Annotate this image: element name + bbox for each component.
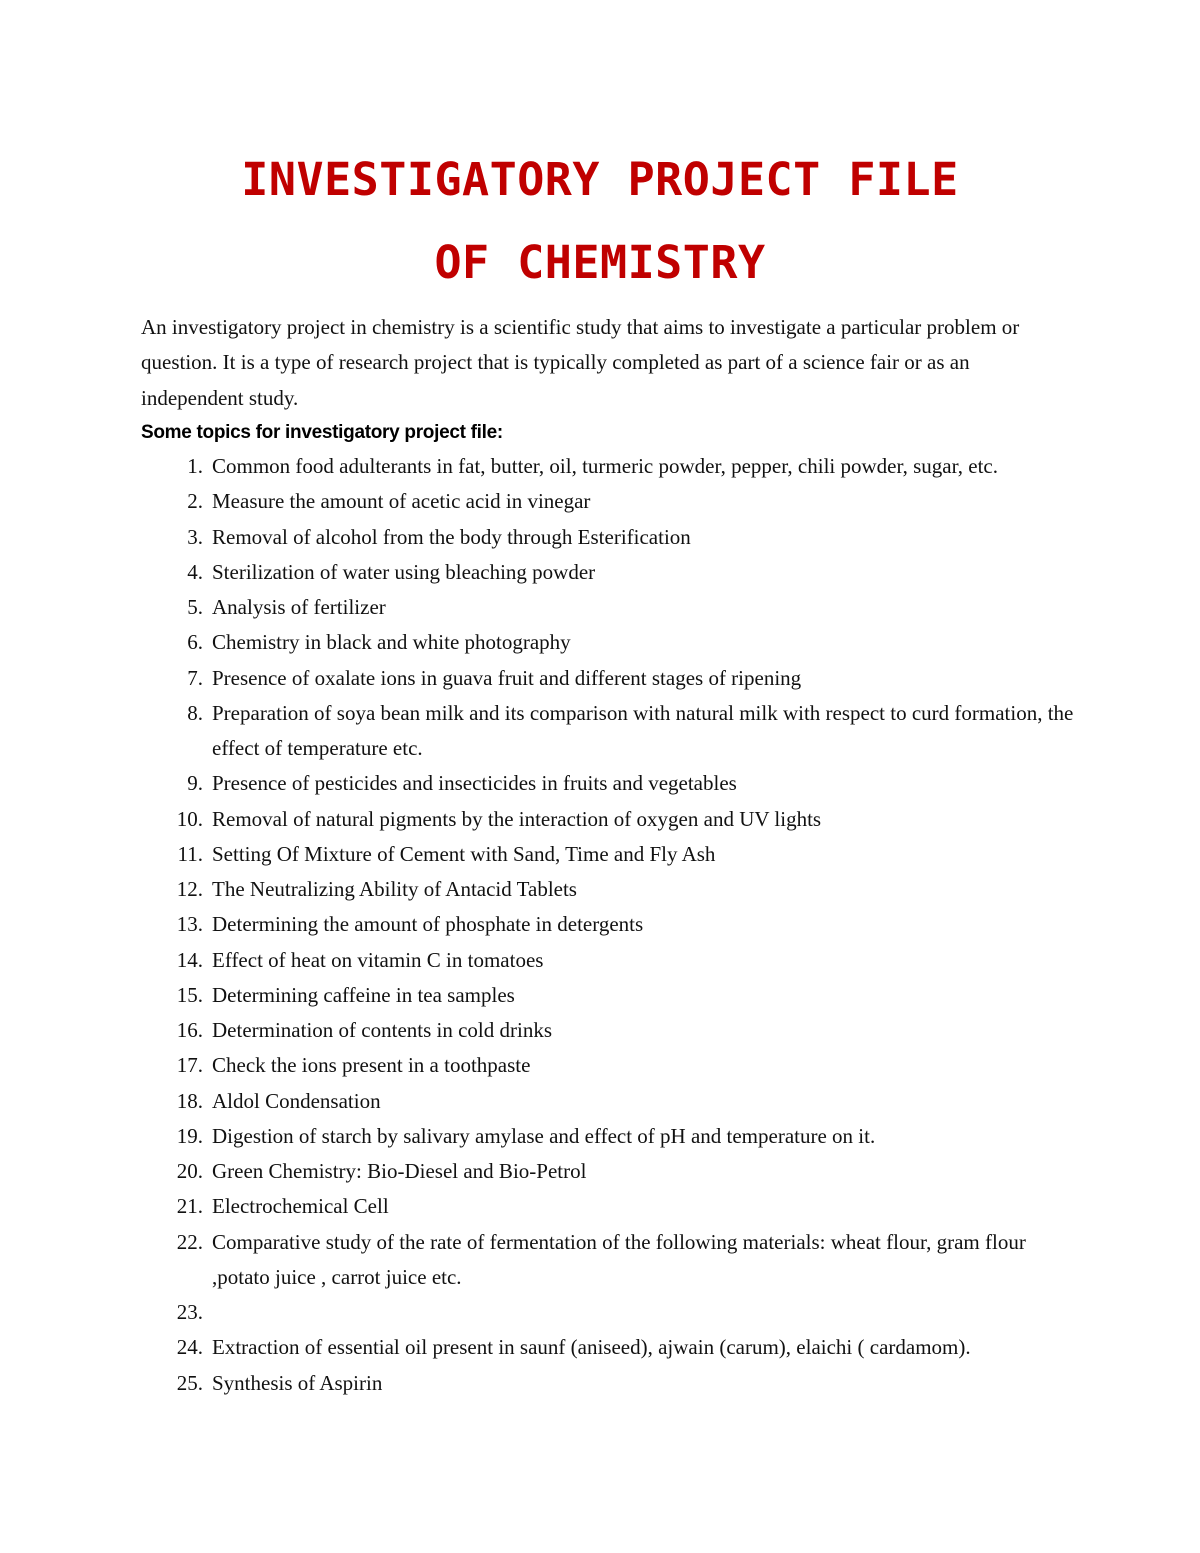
topic-list-item — [0, 1013, 1200, 1048]
topic-list-item — [0, 449, 1200, 484]
topic-number: 8. — [187, 700, 203, 725]
topic-number: 20. — [176, 1159, 203, 1183]
topic-list-item — [0, 837, 1200, 872]
topic-text: Effect of heat on vitamin C in tomatoes — [212, 947, 544, 972]
topic-list-item — [0, 625, 1200, 660]
topic-list-item — [0, 1295, 1200, 1330]
topic-number: 1. — [187, 454, 203, 478]
topic-list-item — [0, 1330, 1200, 1365]
topic-text: Determining the amount of phosphate in detergents — [212, 912, 644, 937]
document-title-line-1: INVESTIGATORY PROJECT FILE — [241, 153, 959, 206]
topic-list-item — [0, 1084, 1200, 1119]
topic-list-item — [0, 484, 1200, 519]
topic-list-item — [0, 907, 1200, 942]
topic-text: Measure the amount of acetic acid in vinegar — [212, 489, 591, 514]
topic-text: Green Chemistry: Bio-Diesel and Bio-Petrol — [212, 1159, 587, 1183]
topic-text: Electrochemical Cell — [212, 1194, 389, 1219]
topic-number: 12. — [176, 877, 203, 901]
topic-list-item — [0, 766, 1200, 801]
topic-text: Chemistry in black and white photography — [212, 630, 571, 655]
topic-list-item — [0, 1366, 1200, 1401]
topic-number: 21. — [176, 1194, 203, 1219]
topic-number: 15. — [176, 982, 203, 1007]
topic-list-item — [0, 1154, 1200, 1189]
topic-list-item — [0, 1119, 1200, 1154]
topic-text: Analysis of fertilizer — [212, 595, 386, 619]
topic-text: Preparation of soya bean milk and its comparison with natural milk with respect to curd formation, the effect of temperature etc. — [212, 700, 1074, 760]
topic-number: 18. — [176, 1088, 203, 1113]
topic-text: Determination of contents in cold drinks — [212, 1018, 553, 1042]
topic-number: 11. — [177, 841, 203, 866]
topic-number: 17. — [176, 1053, 203, 1078]
topic-list-item — [0, 943, 1200, 978]
topic-number: 5. — [187, 595, 203, 619]
topic-list-item — [0, 555, 1200, 590]
topic-text: Common food adulterants in fat, butter, oil, turmeric powder, pepper, chili powder, sugar, etc. — [212, 454, 998, 478]
topic-number: 24. — [176, 1335, 203, 1360]
topic-text: The Neutralizing Ability of Antacid Tablets — [212, 877, 577, 901]
topic-number: 2. — [187, 489, 203, 514]
topic-text: Determining caffeine in tea samples — [212, 982, 515, 1007]
topic-list-item — [0, 1048, 1200, 1083]
topic-list-item — [0, 590, 1200, 625]
topic-number: 6. — [187, 630, 203, 655]
topic-text: Presence of pesticides and insecticides in fruits and vegetables — [212, 771, 737, 796]
topic-list-item — [0, 696, 1200, 767]
topic-text: Extraction of essential oil present in saunf (aniseed), ajwain (carum), elaichi ( cardamom). — [212, 1335, 971, 1360]
topic-text: Digestion of starch by salivary amylase and effect of pH and temperature on it. — [212, 1123, 876, 1148]
topic-list-item — [0, 872, 1200, 907]
topic-number: 22. — [176, 1229, 203, 1254]
topic-text: Check the ions present in a toothpaste — [212, 1053, 531, 1078]
topic-text: Removal of natural pigments by the interaction of oxygen and UV lights — [212, 806, 822, 831]
topic-text: Presence of oxalate ions in guava fruit and different stages of ripening — [212, 665, 802, 690]
topic-number: 23. — [176, 1300, 203, 1324]
topic-text: Synthesis of Aspirin — [212, 1370, 383, 1395]
topic-number: 10. — [176, 806, 203, 831]
topic-number: 7. — [187, 665, 203, 690]
topic-number: 3. — [187, 524, 203, 549]
topic-text: Aldol Condensation — [212, 1088, 381, 1113]
topic-number: 9. — [187, 771, 203, 796]
topic-number: 16. — [176, 1018, 203, 1042]
topic-text: Setting Of Mixture of Cement with Sand, Time and Fly Ash — [212, 841, 716, 866]
topic-list-item — [0, 661, 1200, 696]
topic-list-item — [0, 978, 1200, 1013]
topic-number: 25. — [176, 1370, 203, 1395]
topics-list — [0, 449, 1200, 1401]
topic-list-item — [0, 1189, 1200, 1224]
topic-list-item — [0, 520, 1200, 555]
topic-text: Comparative study of the rate of fermentation of the following materials: wheat flour, gram flour ,potato juice , carrot juice etc. — [212, 1229, 1026, 1289]
topic-number: 13. — [176, 912, 203, 937]
topics-heading: Some topics for investigatory project file: — [141, 422, 503, 443]
topic-text: Sterilization of water using bleaching powder — [212, 559, 596, 584]
topic-number: 14. — [176, 947, 203, 972]
topic-list-item — [0, 1225, 1200, 1296]
topic-number: 19. — [176, 1123, 203, 1148]
intro-paragraph: An investigatory project in chemistry is a scientific study that aims to investigate a particular problem or question. It is a type of research project that is typically completed as part of a science fair or as an independent study. — [141, 315, 1020, 410]
topic-list-item — [0, 802, 1200, 837]
document-title-line-2: OF CHEMISTRY — [434, 236, 766, 289]
topic-number: 4. — [187, 559, 203, 584]
topic-text: Removal of alcohol from the body through Esterification — [212, 524, 691, 549]
